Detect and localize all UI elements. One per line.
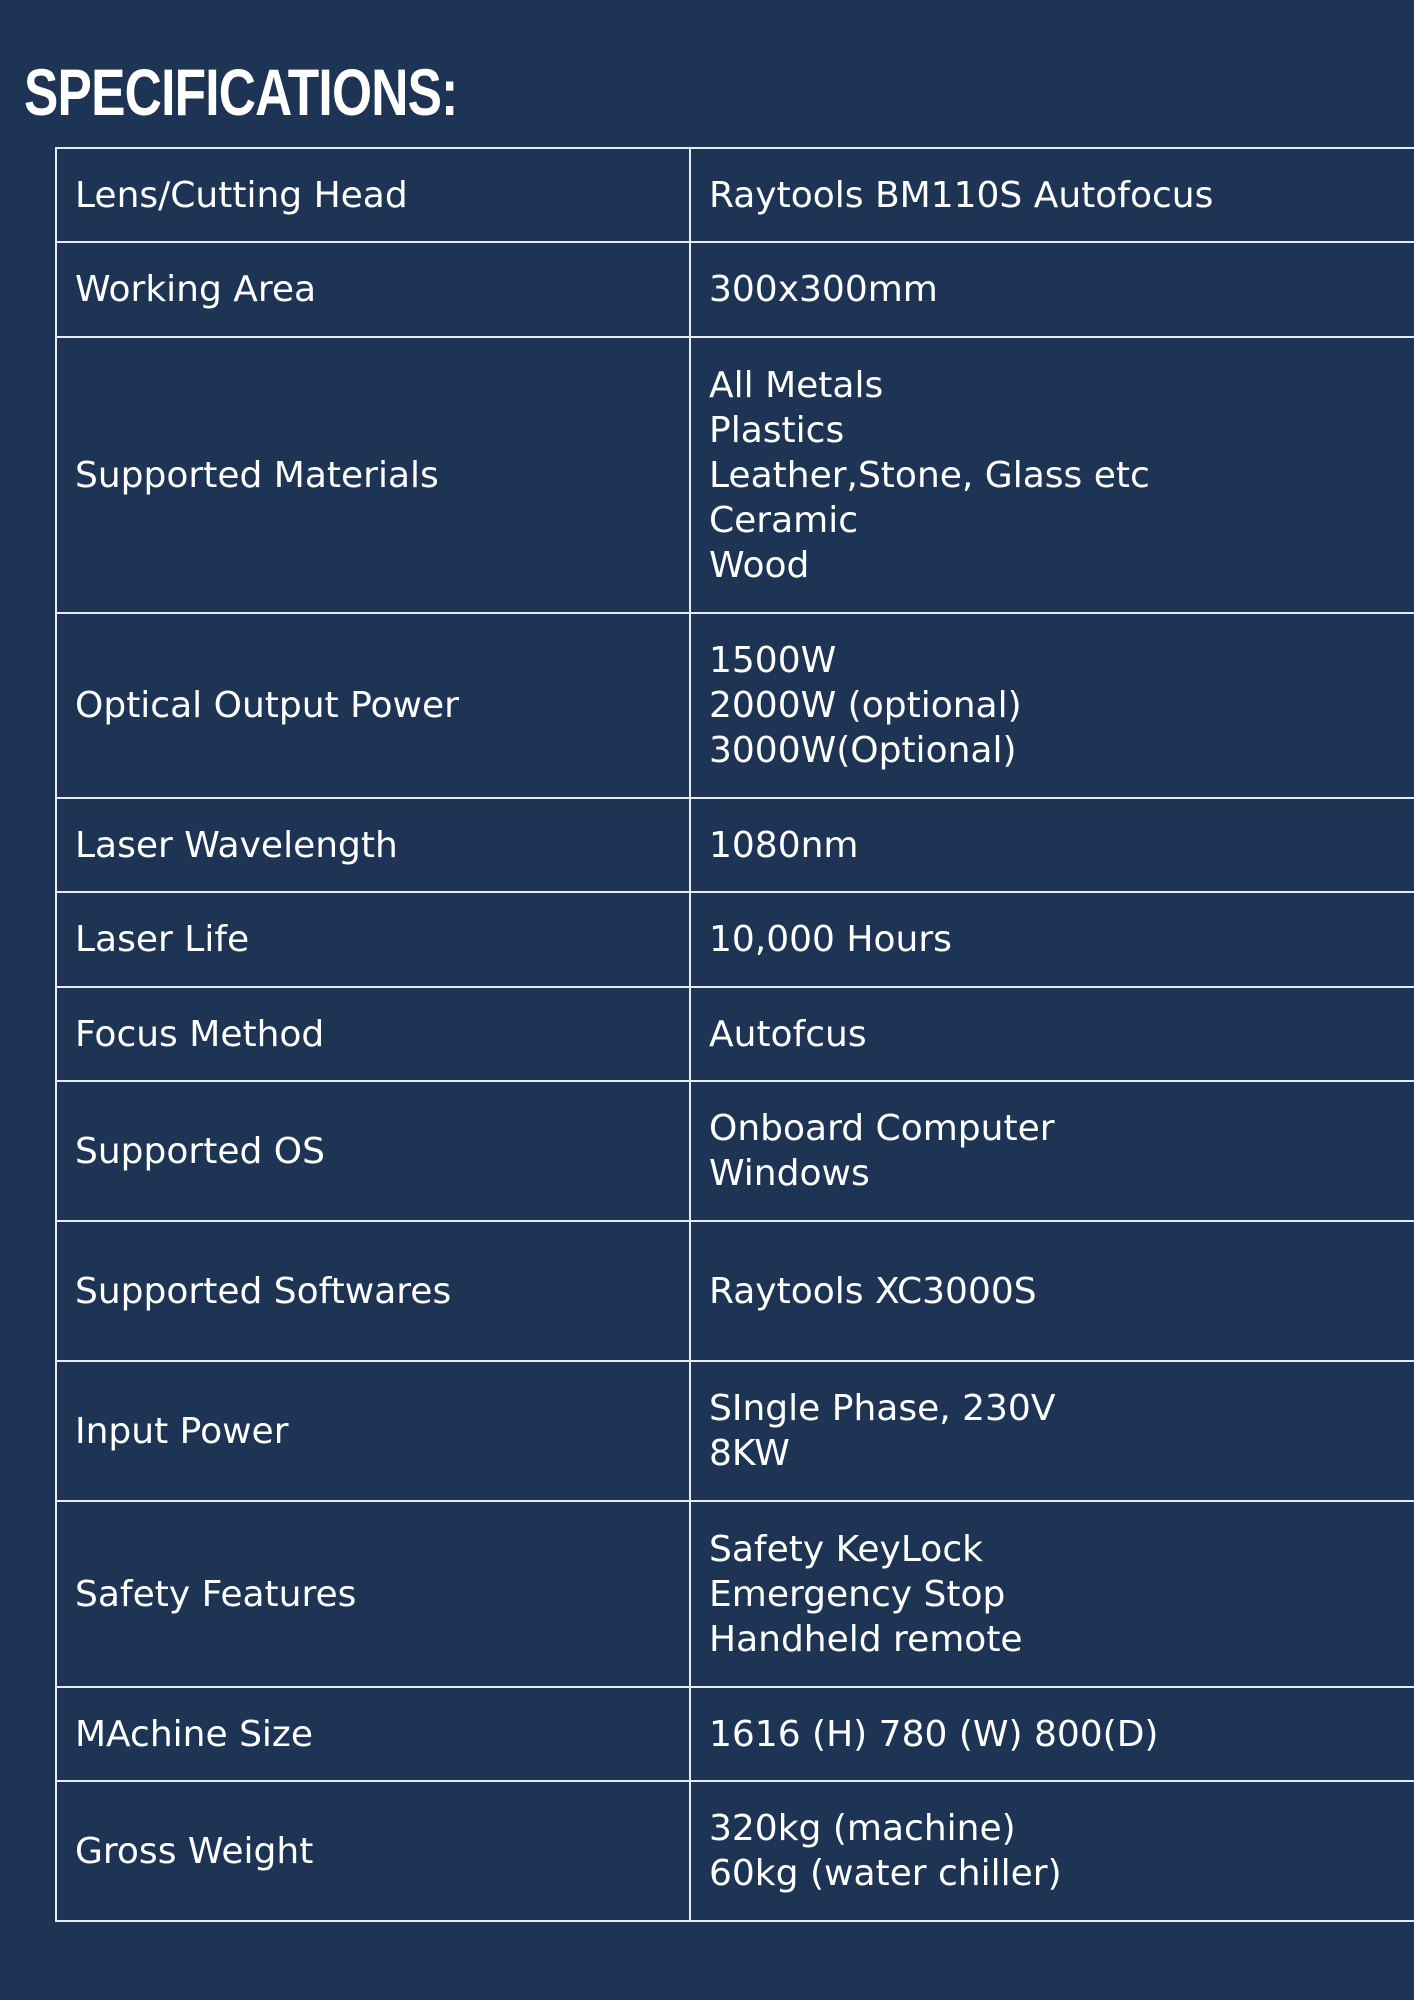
- spec-label: Input Power: [56, 1361, 690, 1501]
- spec-value: Raytools XC3000S: [690, 1221, 1414, 1361]
- spec-label: Working Area: [56, 242, 690, 337]
- spec-label: Gross Weight: [56, 1781, 690, 1921]
- table-row: [56, 987, 1414, 1081]
- table-row: [56, 242, 1414, 337]
- spec-value: SIngle Phase, 230V 8KW: [690, 1361, 1414, 1501]
- spec-value: Onboard Computer Windows: [690, 1081, 1414, 1221]
- spec-label: Laser Wavelength: [56, 798, 690, 892]
- spec-value: 300x300mm: [690, 242, 1414, 337]
- spec-value: Autofcus: [690, 987, 1414, 1081]
- table-row: [56, 1221, 1414, 1361]
- table-row: [56, 1081, 1414, 1221]
- specifications-table: [55, 147, 1414, 1922]
- spec-label: Lens/Cutting Head: [56, 148, 690, 242]
- spec-label: Optical Output Power: [56, 613, 690, 798]
- spec-label: Safety Features: [56, 1501, 690, 1687]
- spec-value: All Metals Plastics Leather,Stone, Glass etc Ceramic Wood: [690, 337, 1414, 613]
- table-row: [56, 1687, 1414, 1781]
- table-row: [56, 148, 1414, 242]
- table-row: [56, 892, 1414, 987]
- table-row: [56, 613, 1414, 798]
- spec-label: MAchine Size: [56, 1687, 690, 1781]
- spec-value: Safety KeyLock Emergency Stop Handheld remote: [690, 1501, 1414, 1687]
- spec-value: 320kg (machine) 60kg (water chiller): [690, 1781, 1414, 1921]
- spec-label: Focus Method: [56, 987, 690, 1081]
- spec-value: Raytools BM110S Autofocus: [690, 148, 1414, 242]
- page-title: SPECIFICATIONS:: [24, 55, 458, 129]
- table-row: [56, 1501, 1414, 1687]
- table-row: [56, 337, 1414, 613]
- spec-label: Laser Life: [56, 892, 690, 987]
- spec-value: 1616 (H) 780 (W) 800(D): [690, 1687, 1414, 1781]
- spec-value: 10,000 Hours: [690, 892, 1414, 987]
- table-row: [56, 798, 1414, 892]
- spec-value: 1080nm: [690, 798, 1414, 892]
- spec-label: Supported Softwares: [56, 1221, 690, 1361]
- spec-value: 1500W 2000W (optional) 3000W(Optional): [690, 613, 1414, 798]
- table-row: [56, 1781, 1414, 1921]
- spec-label: Supported Materials: [56, 337, 690, 613]
- table-row: [56, 1361, 1414, 1501]
- spec-label: Supported OS: [56, 1081, 690, 1221]
